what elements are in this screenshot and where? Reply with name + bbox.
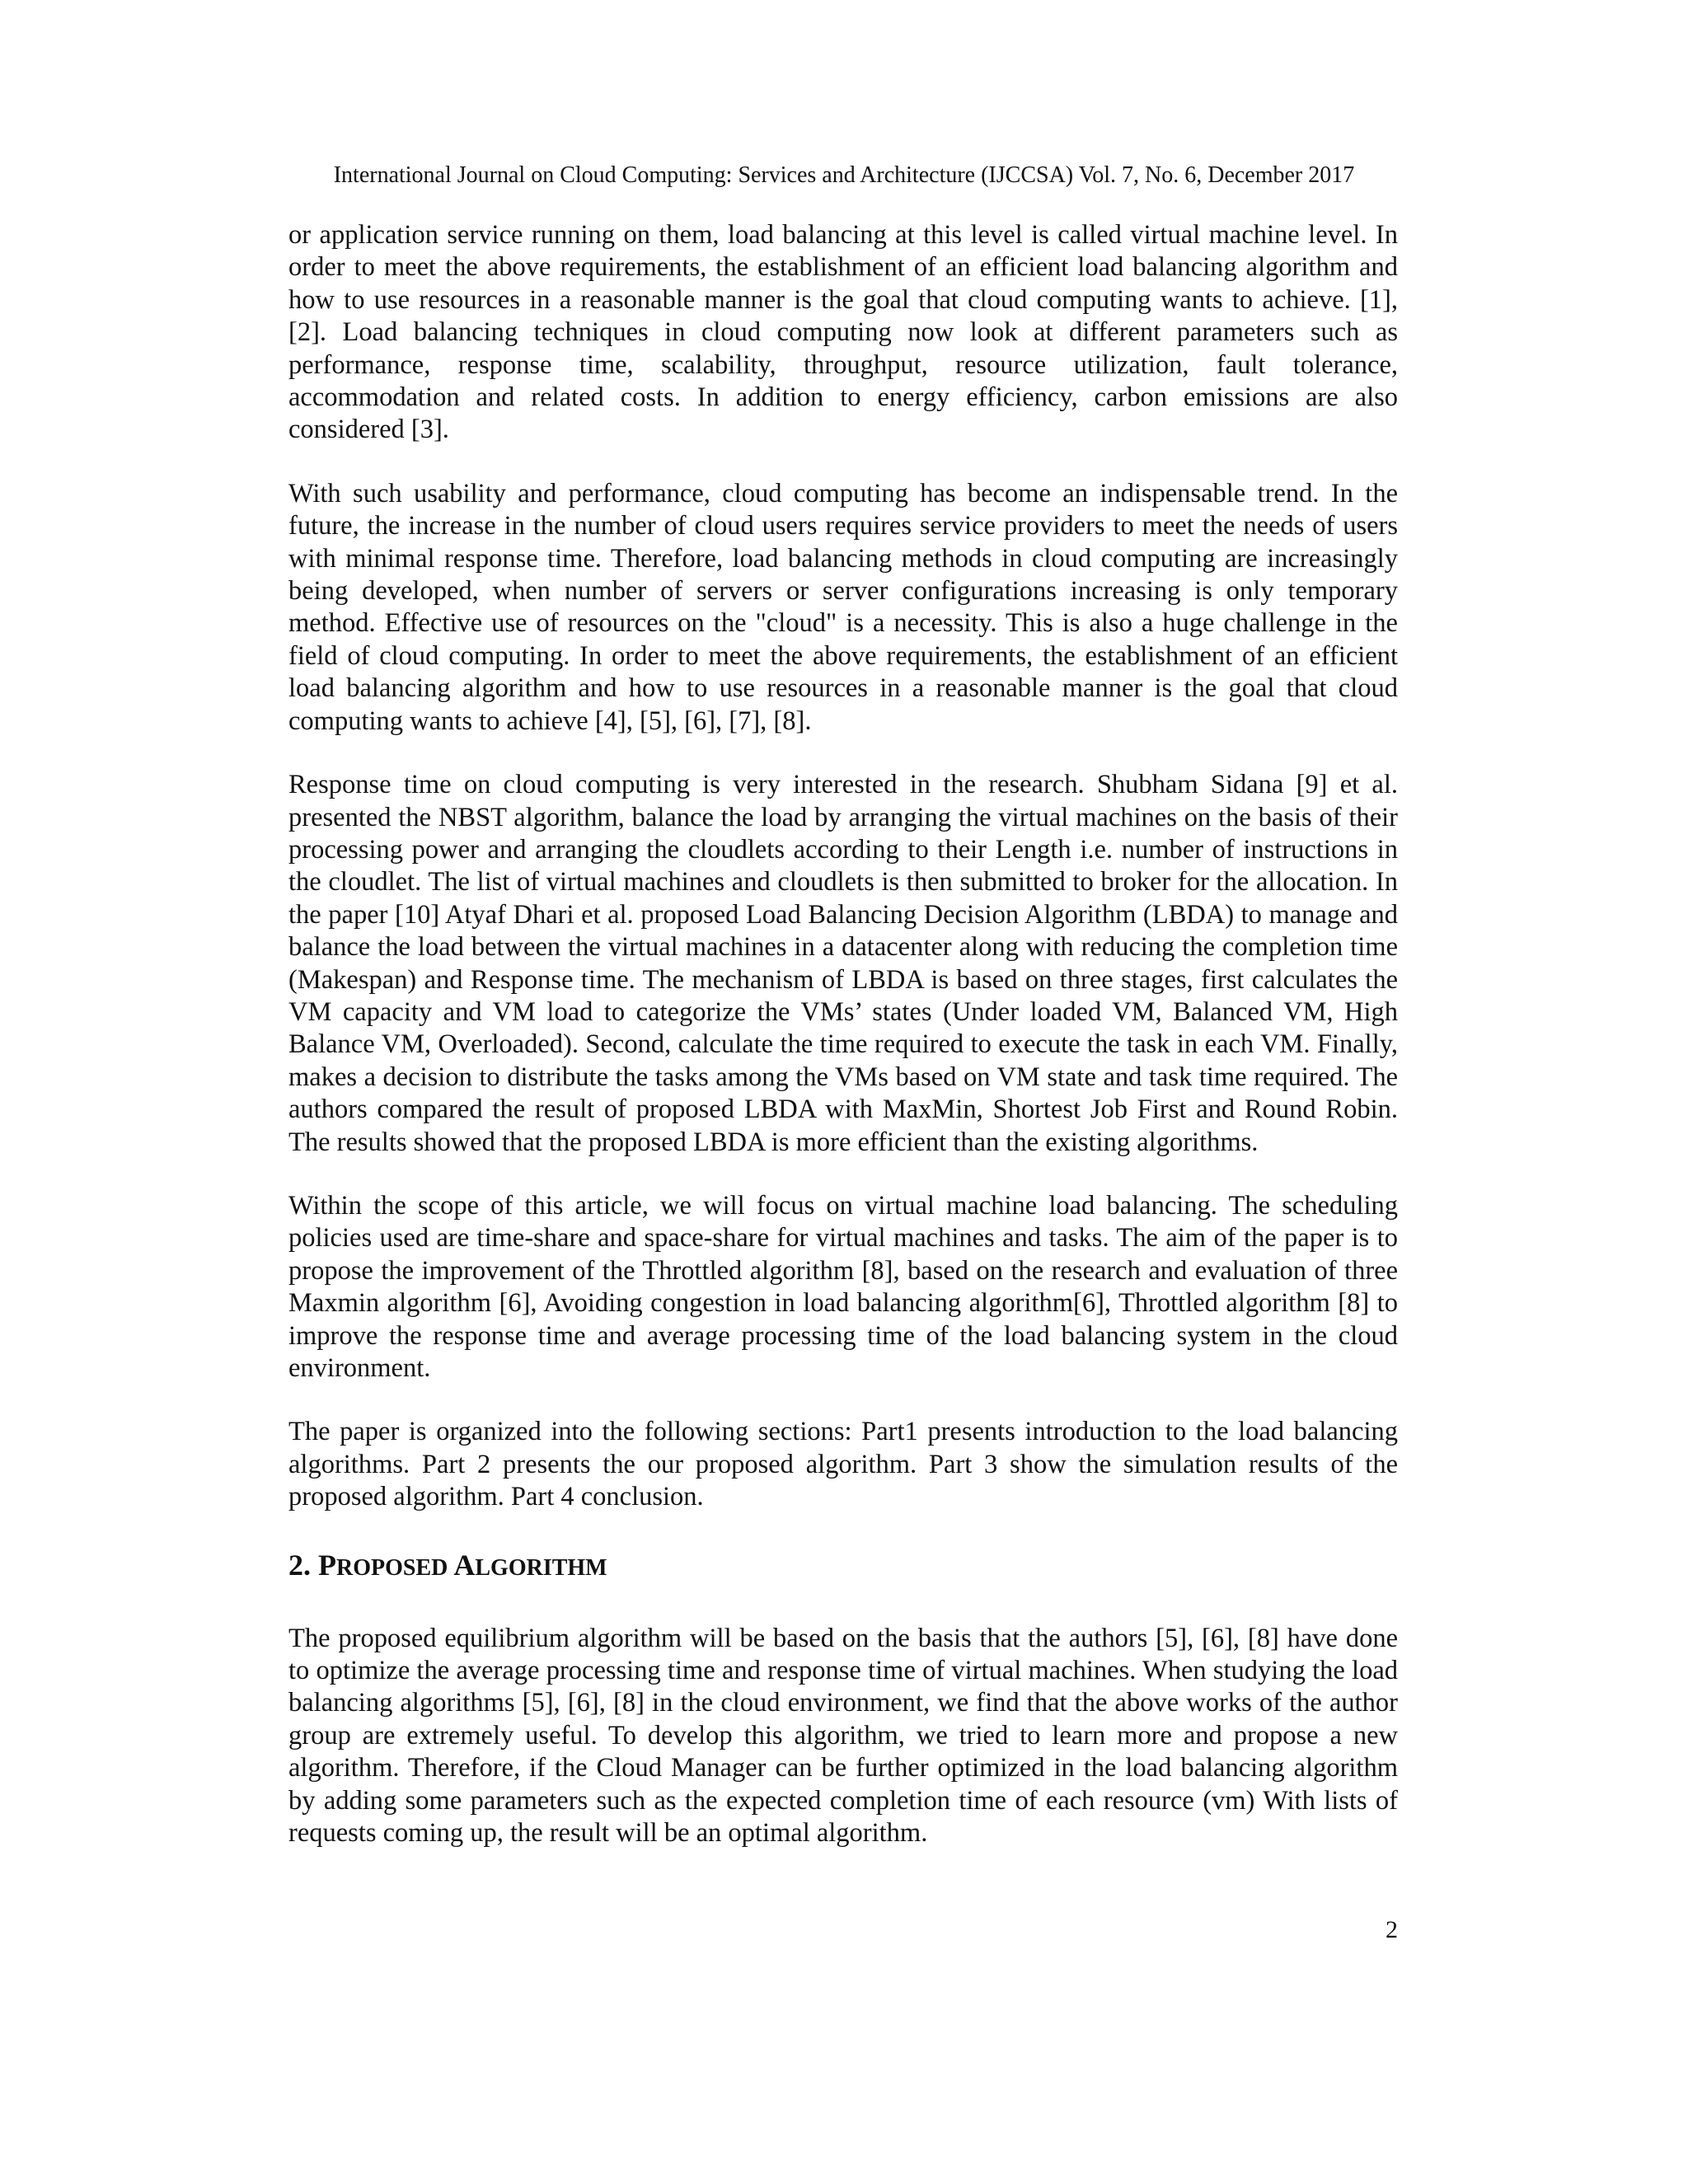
paragraph-4: Within the scope of this article, we will focus on virtual machine load balancing. The scheduling policies used are time-share and space-share for virtual machines and tasks. The aim of the paper is to propose the improvement of the Throttled algorithm [8], based on the research and evaluation of three Maxmin algorithm [6], Avoiding congestion in load balancing algorithm[6], Throttled algorithm [8] to improve the response time and average processing time of the load balancing system in the cloud environment. [288, 1190, 1398, 1383]
paragraph-5: The paper is organized into the following sections: Part1 presents introduction to the load balancing algorithms. Part 2 presents the our proposed algorithm. Part 3 show the simulation results of the proposed algorithm. Part 4 conclusion. [288, 1417, 1398, 1512]
paragraph-3: Response time on cloud computing is very interested in the research. Shubham Sidana [9] et al. presented the NBST algorithm, balance the load by arranging the virtual machines on the basis of their processing power and arranging the cloudlets according to their Length i.e. number of instructions in the cloudlet. The list of virtual machines and cloudlets is then submitted to broker for the allocation. In the paper [10] Atyaf Dhari et al. proposed Load Balancing Decision Algorithm (LBDA) to manage and balance the load between the virtual machines in a datacenter along with reducing the completion time (Makespan) and Response time. The mechanism of LBDA is based on three stages, first calculates the VM capacity and VM load to categorize the VMs’ states (Under loaded VM, Balanced VM, High Balance VM, Overloaded). Second, calculate the time required to execute the task in each VM. Finally, makes a decision to distribute the tasks among the VMs based on VM state and task time required. The authors compared the result of proposed LBDA with MaxMin, Shortest Job First and Round Robin. The results showed that the proposed LBDA is more efficient than the existing algorithms. [288, 770, 1398, 1157]
running-header: International Journal on Cloud Computing: Services and Architecture (IJCCSA) Vol. 7, No. 6, December 2017 [333, 162, 1355, 188]
section-title-rest-a: LGORITHM [475, 1554, 607, 1581]
section-title-rest-p: ROPOSED [336, 1554, 448, 1581]
body-text [288, 219, 1398, 1881]
paragraph-1: or application service running on them, load balancing at this level is called virtual machine level. In order to meet the above requirements, the establishment of an efficient load balancing algorithm and how to use resources in a reasonable manner is the goal that cloud computing wants to achieve. [1], [2]. Load balancing techniques in cloud computing now look at different parameters such as performance, response time, scalability, throughput, resource utilization, fault tolerance, accommodation and related costs. In addition to energy efficiency, carbon emissions are also considered [3]. [288, 220, 1398, 445]
section-title-initial-p: P [318, 1548, 336, 1582]
section-heading [288, 1547, 1398, 1586]
section-number: 2. [288, 1548, 311, 1582]
section-paragraph-1: The proposed equilibrium algorithm will be based on the basis that the authors [5], [6], [8] have done to optimize the average processing time and response time of virtual machines. When studying the load balancing algorithms [5], [6], [8] in the cloud environment, we find that the above works of the author group are extremely useful. To develop this algorithm, we tried to learn more and propose a new algorithm. Therefore, if the Cloud Manager can be further optimized in the load balancing algorithm by adding some parameters such as the expected completion time of each resource (vm) With lists of requests coming up, the result will be an optimal algorithm. [288, 1623, 1398, 1849]
page-number: 2 [1386, 1916, 1398, 1943]
paragraph-2: With such usability and performance, cloud computing has become an indispensable trend. In the future, the increase in the number of cloud users requires service providers to meet the needs of users with minimal response time. Therefore, load balancing methods in cloud computing are increasingly being developed, when number of servers or server configurations increasing is only temporary method. Effective use of resources on the "cloud" is a necessity. This is also a huge challenge in the field of cloud computing. In order to meet the above requirements, the establishment of an efficient load balancing algorithm and how to use resources in a reasonable manner is the goal that cloud computing wants to achieve [4], [5], [6], [7], [8]. [288, 478, 1398, 736]
section-title-initial-a: A [453, 1548, 476, 1582]
